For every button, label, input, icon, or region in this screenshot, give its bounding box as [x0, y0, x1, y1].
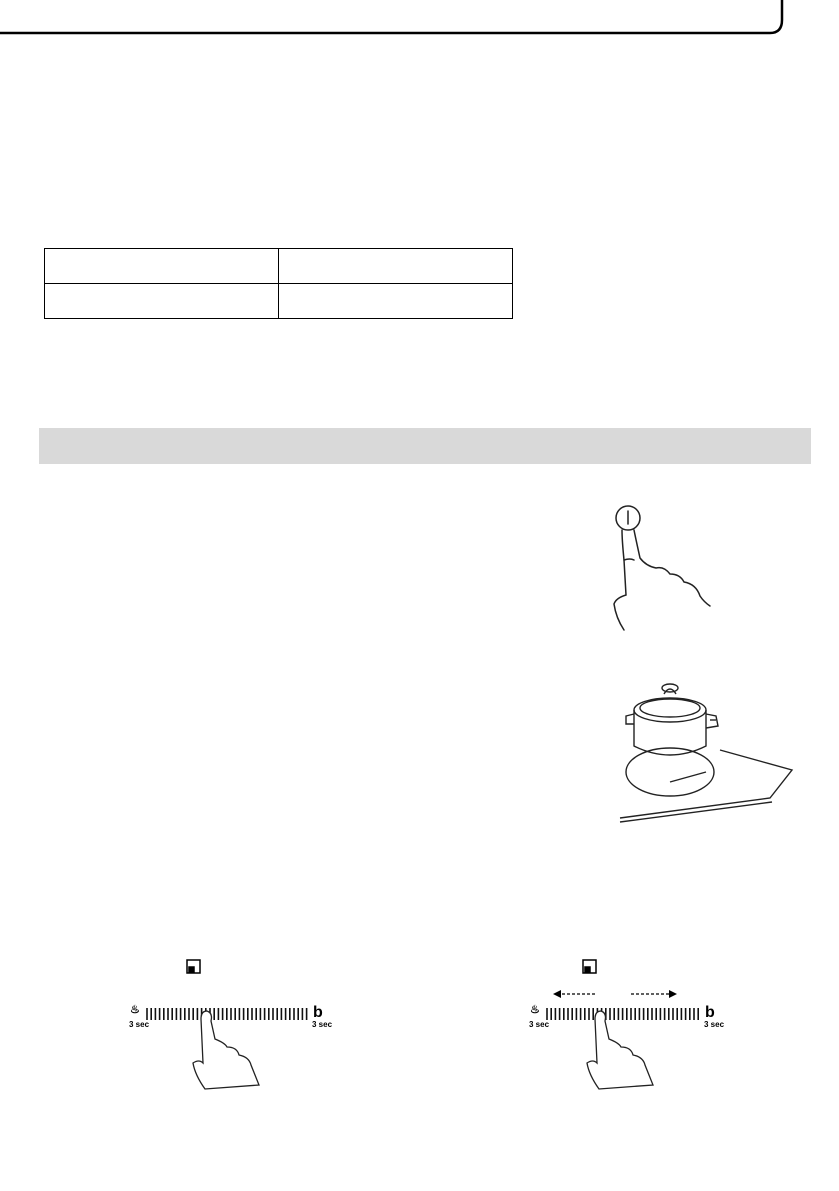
- table-cell: [279, 284, 513, 319]
- table-cell: [279, 249, 513, 284]
- pot-icon: [620, 680, 800, 830]
- table-cell: [45, 284, 279, 319]
- svg-text:♨: ♨: [130, 1004, 140, 1016]
- slider-right-label: 3 sec: [704, 1020, 725, 1029]
- spec-table: [44, 248, 513, 319]
- slider-right-symbol: b: [705, 1004, 715, 1021]
- slider-right-symbol: b: [313, 1004, 323, 1021]
- slider-illustration-right: [525, 955, 755, 1095]
- slider-left-label: 3 sec: [129, 1020, 150, 1029]
- power-button-icon: [600, 500, 730, 640]
- page-cut-line: [0, 0, 839, 60]
- table-row: [45, 284, 513, 319]
- arrow-left-icon: [553, 990, 561, 998]
- table-row: [45, 249, 513, 284]
- slider-left-label: 3 sec: [529, 1020, 550, 1029]
- table-cell: [45, 249, 279, 284]
- svg-text:♨: ♨: [530, 1004, 540, 1016]
- slider-right-label: 3 sec: [312, 1020, 333, 1029]
- slider-illustration-left: [125, 955, 355, 1095]
- section-header-bar: [39, 428, 811, 464]
- arrow-right-icon: [669, 990, 677, 998]
